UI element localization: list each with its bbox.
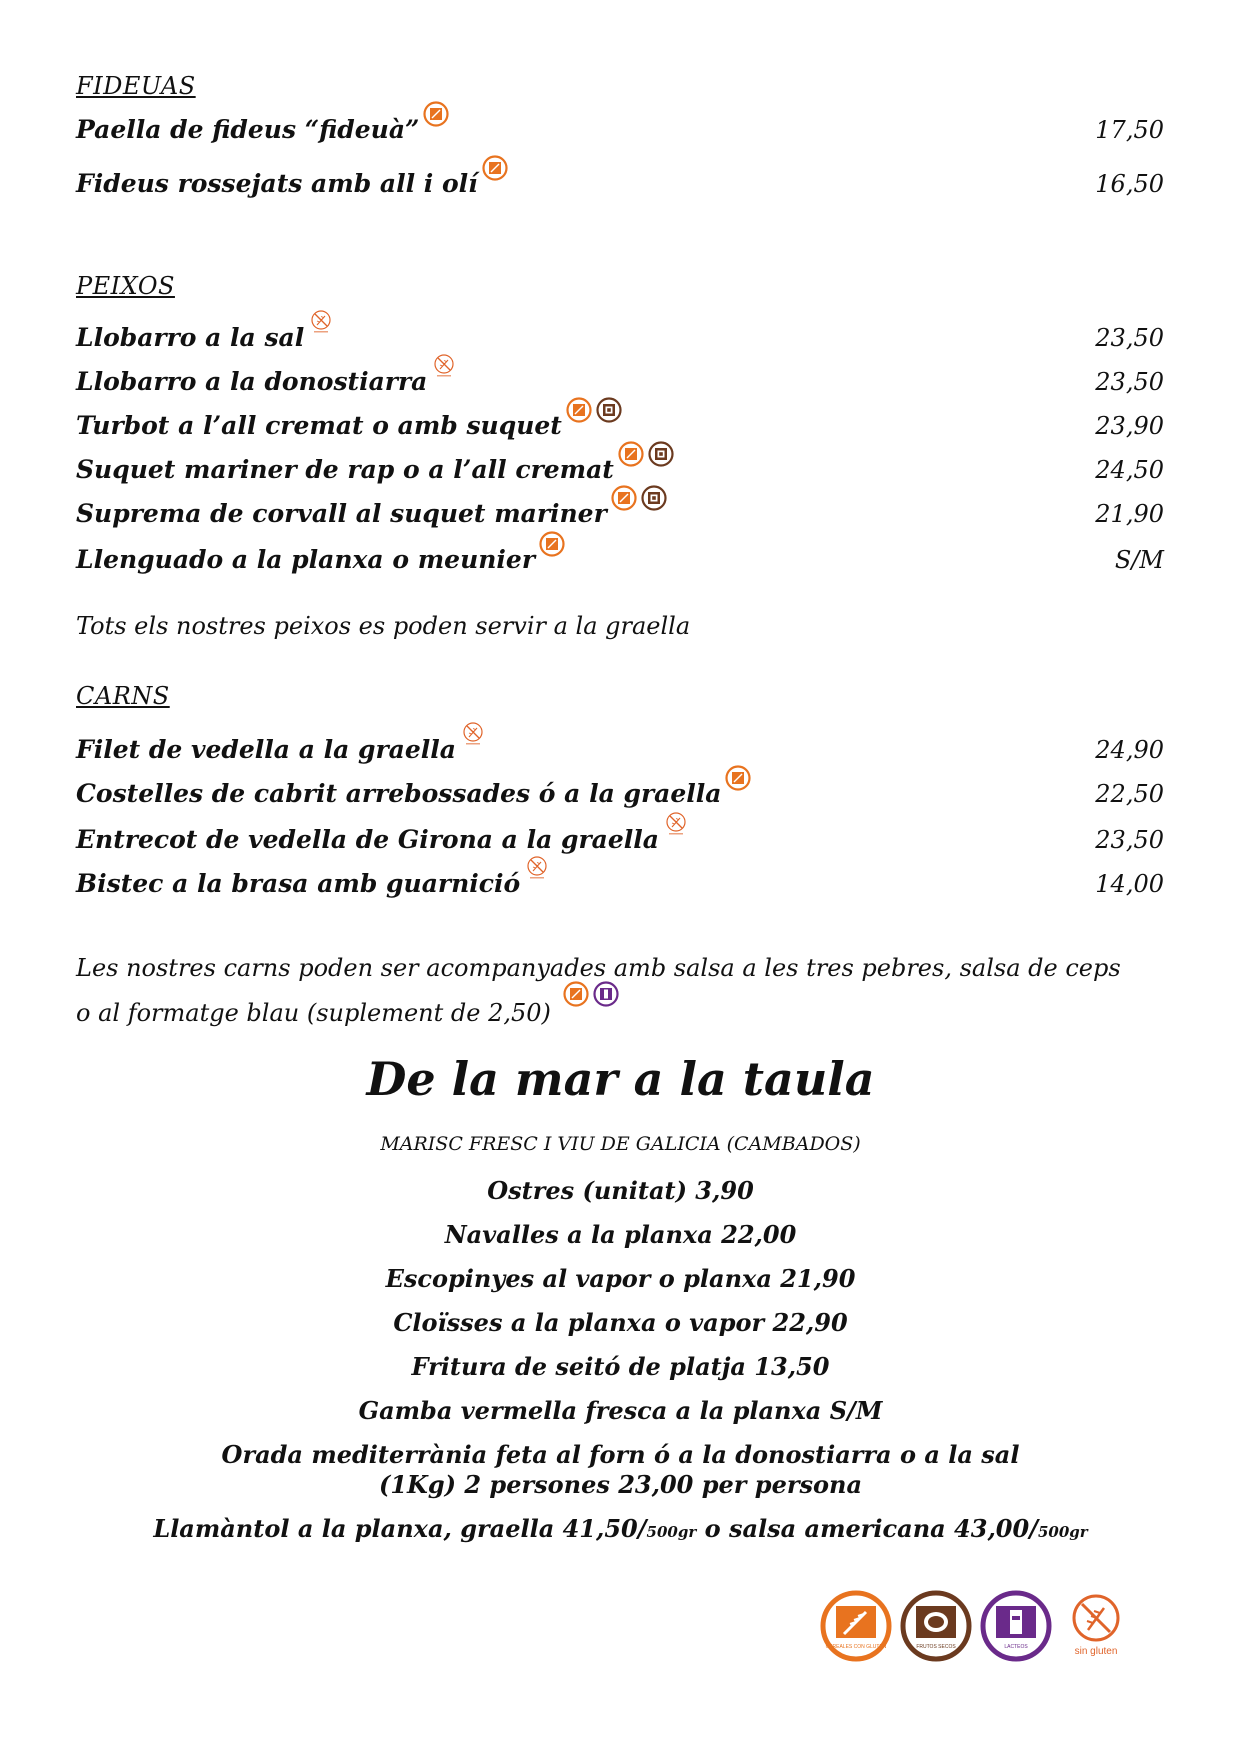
menu-item (76, 864, 1164, 904)
item-name: Suquet mariner de rap o a l’all cremat (76, 455, 614, 484)
item-name: Costelles de cabrit arrebossades ó a la graella (76, 779, 722, 808)
item-name: Paella de fideus “fideuà” (76, 115, 420, 144)
section-title-fideuas: FIDEUAS (76, 72, 196, 100)
peixos-note: Tots els nostres peixos es poden servir a la graella (76, 612, 691, 640)
item-name: Llobarro a la donostiarra (76, 367, 428, 396)
item-price: 24,90 (1095, 736, 1164, 764)
cereal-icon (725, 765, 751, 791)
section-title-carns: CARNS (76, 682, 170, 710)
svg-text:CEREALES CON GLUTEN: CEREALES CON GLUTEN (825, 1644, 887, 1650)
item-price: 24,50 (1095, 456, 1164, 484)
item-name: Entrecot de vedella de Girona a la graella (76, 825, 659, 854)
cereal-icon (566, 397, 592, 423)
sin-gluten-icon (431, 353, 457, 379)
item-price: 23,90 (1095, 412, 1164, 440)
nuts-icon (648, 441, 674, 467)
seafood-line: Fritura de seitó de platja 13,50 (411, 1352, 830, 1381)
cereal-icon (539, 531, 565, 557)
menu-item (76, 318, 1164, 358)
item-name: Fideus rossejats amb all i olí (76, 169, 478, 198)
sin-gluten-icon (663, 811, 689, 837)
item-price: 23,50 (1095, 368, 1164, 396)
sin-gluten-icon (308, 309, 334, 335)
seafood-line-llamantol: Llamàntol a la planxa, graella 41,50/500gr o salsa americana 43,00/500gr (153, 1514, 1088, 1543)
item-price: 23,50 (1095, 324, 1164, 352)
item-name: Bistec a la brasa amb guarnició (76, 869, 521, 898)
menu-item (76, 730, 1164, 770)
item-price: 17,50 (1095, 116, 1164, 144)
sin-gluten-icon (1060, 1590, 1132, 1662)
section-title-peixos: PEIXOS (76, 272, 175, 300)
menu-item (76, 540, 1164, 580)
carns-note-line2: o al formatge blau (suplement de 2,50) (76, 991, 1176, 1036)
seafood-line: Navalles a la planxa 22,00 (444, 1220, 797, 1249)
item-price: 22,50 (1095, 780, 1164, 808)
nuts-icon (900, 1590, 972, 1662)
seafood-line: Escopinyes al vapor o planxa 21,90 (385, 1264, 856, 1293)
menu-item (76, 164, 1164, 204)
sin-gluten-icon (524, 855, 550, 881)
lacteos-icon (593, 981, 619, 1007)
item-price: 21,90 (1095, 500, 1164, 528)
cereal-icon (563, 981, 589, 1007)
menu-item (76, 450, 1164, 490)
seafood-line: Gamba vermella fresca a la planxa S/M (358, 1396, 883, 1425)
seafood-line: Ostres (unitat) 3,90 (487, 1176, 754, 1205)
allergen-legend (820, 1590, 1140, 1680)
svg-text:FRUTOS SECOS: FRUTOS SECOS (916, 1644, 956, 1650)
item-name: Suprema de corvall al suquet mariner (76, 499, 607, 528)
cereal-icon (618, 441, 644, 467)
seafood-line: (1Kg) 2 persones 23,00 per persona (378, 1470, 863, 1499)
carns-note-line1: Les nostres carns poden ser acompanyades amb salsa a les tres pebres, salsa de ceps (76, 954, 1121, 982)
item-price: 16,50 (1095, 170, 1164, 198)
menu-item (76, 362, 1164, 402)
item-price: S/M (1114, 546, 1164, 574)
cereal-icon (611, 485, 637, 511)
menu-item (76, 110, 1164, 150)
cereal-icon (482, 155, 508, 181)
seafood-line: Orada mediterrània feta al forn ó a la donostiarra o a la sal (221, 1440, 1020, 1469)
sin-gluten-icon (460, 721, 486, 747)
item-name: Llenguado a la planxa o meunier (76, 545, 535, 574)
lacteos-icon (980, 1590, 1052, 1662)
item-name: Filet de vedella a la graella (76, 735, 456, 764)
item-price: 14,00 (1095, 870, 1164, 898)
menu-item (76, 774, 1164, 814)
cereal-icon (820, 1590, 892, 1662)
svg-text:LACTEOS: LACTEOS (1004, 1644, 1028, 1650)
nuts-icon (596, 397, 622, 423)
item-name: Llobarro a la sal (76, 323, 305, 352)
svg-text:sin gluten: sin gluten (1074, 1646, 1118, 1657)
cereal-icon (423, 101, 449, 127)
nuts-icon (641, 485, 667, 511)
seafood-title: De la mar a la taula (366, 1052, 875, 1106)
item-name: Turbot a l’all cremat o amb suquet (76, 411, 562, 440)
seafood-line: Cloïsses a la planxa o vapor 22,90 (393, 1308, 848, 1337)
seafood-subtitle: MARISC FRESC I VIU DE GALICIA (CAMBADOS) (380, 1133, 861, 1155)
menu-item (76, 494, 1164, 534)
menu-item (76, 406, 1164, 446)
menu-item (76, 820, 1164, 860)
item-price: 23,50 (1095, 826, 1164, 854)
